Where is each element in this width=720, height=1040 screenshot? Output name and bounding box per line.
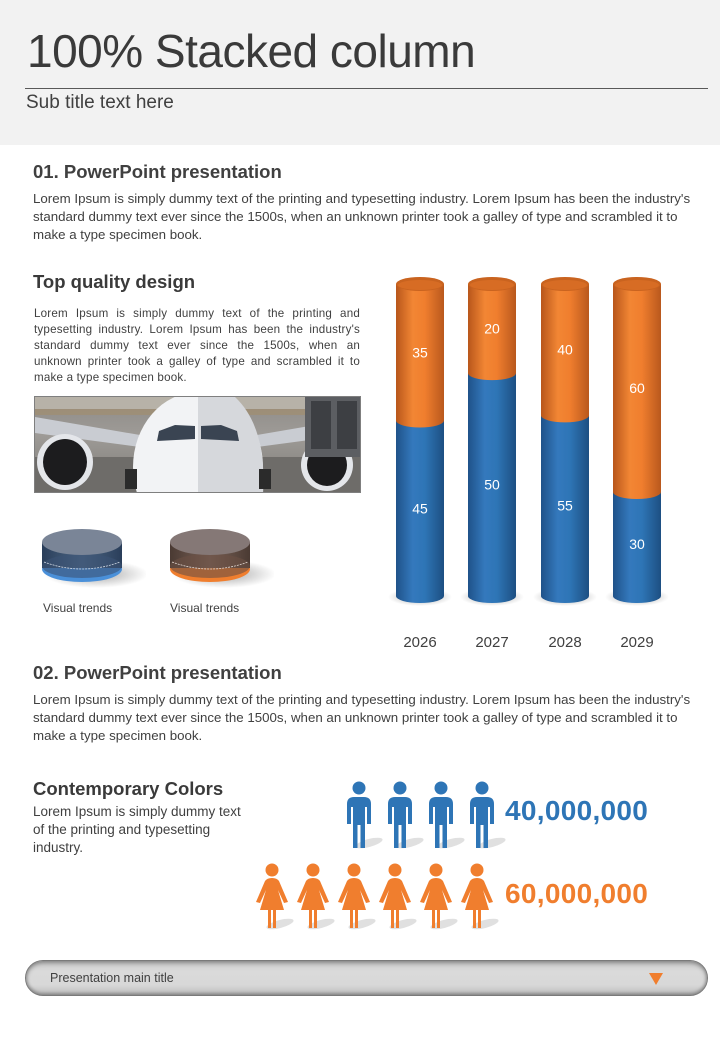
- data-label: 20: [484, 320, 500, 337]
- dropdown-arrow-icon[interactable]: [649, 973, 663, 985]
- data-label: 50: [484, 476, 500, 493]
- data-label: 30: [629, 536, 645, 552]
- man-icon: [384, 780, 425, 855]
- woman-icon: [254, 862, 295, 934]
- colors-body: Lorem Ipsum is simply dummy text of the printing and typesetting industry.: [33, 804, 241, 855]
- section1-body: Lorem Ipsum is simply dummy text of the printing and typesetting industry. Lorem Ipsum has been the industry's standard dummy text ever since the 1500s, when an unknown printer took a galley of type and scrambled it to make a type specimen book.: [33, 191, 691, 242]
- women-icons-row: [254, 862, 500, 938]
- man-icon: [425, 780, 466, 855]
- page-subtitle: Sub title text here: [26, 92, 174, 113]
- stacked-column-chart: [380, 260, 680, 660]
- data-label: 40: [557, 341, 573, 358]
- quality-body: Lorem Ipsum is simply dummy text of the printing and typesetting industry. Lorem Ipsum has been the industry's standard dummy text ever since the 1500s, when an unknown printer took a galley of type and scrambled it to make a type specimen book.: [34, 307, 360, 384]
- footer-title-bar: [25, 960, 708, 996]
- women-count-value: 60,000,000: [505, 878, 649, 909]
- column-top-highlight: [615, 280, 659, 290]
- data-label: 55: [557, 497, 573, 514]
- woman-icon: [336, 862, 377, 934]
- x-tick-label: 2028: [548, 634, 582, 651]
- section2-body: Lorem Ipsum is simply dummy text of the printing and typesetting industry. Lorem Ipsum has been the industry's standard dummy text ever since the 1500s, when an unknown printer took a galley of type and scrambled it to make a type specimen book.: [33, 692, 691, 743]
- man-icon: [466, 780, 507, 855]
- visual-trends-label-2: Visual trends: [170, 601, 240, 615]
- visual-trends-disc-blue: [36, 522, 146, 592]
- colors-heading: Contemporary Colors: [33, 778, 224, 799]
- page-title: 100% Stacked column: [27, 25, 476, 77]
- woman-icon: [295, 862, 336, 934]
- column-top-highlight: [543, 280, 587, 290]
- x-tick-label: 2029: [620, 634, 654, 651]
- woman-icon: [418, 862, 459, 934]
- section2-heading: 02. PowerPoint presentation: [33, 662, 282, 683]
- men-count-value: 40,000,000: [505, 795, 649, 826]
- data-label: 60: [629, 380, 645, 396]
- column-top-highlight: [398, 280, 442, 290]
- title-divider: [25, 88, 708, 89]
- footer-title: Presentation main title: [50, 971, 174, 985]
- x-tick-label: 2027: [475, 634, 509, 651]
- woman-icon: [459, 862, 500, 934]
- visual-trends-label-1: Visual trends: [43, 601, 113, 615]
- visual-trends-disc-orange: [164, 522, 274, 592]
- airplane-image: [35, 397, 361, 493]
- blue-disc-icon: [36, 522, 146, 592]
- orange-disc-icon: [164, 522, 274, 592]
- header-band: [0, 0, 720, 145]
- section1-heading: 01. PowerPoint presentation: [33, 161, 282, 182]
- data-label: 45: [412, 500, 428, 517]
- x-tick-label: 2026: [403, 634, 437, 651]
- column-top-highlight: [470, 280, 514, 290]
- data-label: 35: [412, 344, 428, 361]
- airplane-photo: [34, 396, 361, 493]
- man-icon: [343, 780, 384, 855]
- men-icons-row: [343, 780, 507, 859]
- quality-heading: Top quality design: [33, 271, 196, 292]
- woman-icon: [377, 862, 418, 934]
